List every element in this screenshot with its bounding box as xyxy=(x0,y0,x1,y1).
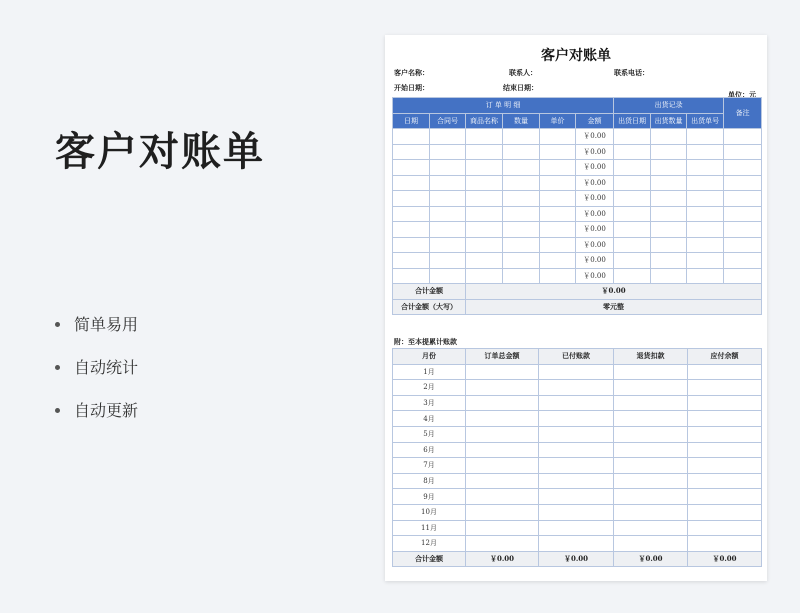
table-cell xyxy=(539,473,614,489)
table-cell xyxy=(614,160,651,176)
column-header: 日期 xyxy=(393,113,430,129)
table-cell xyxy=(466,222,503,238)
table-cell xyxy=(503,222,540,238)
table-cell xyxy=(688,536,762,552)
table-cell xyxy=(466,268,503,284)
table-cell xyxy=(503,253,540,269)
table-cell xyxy=(466,442,539,458)
feature-label: 自动更新 xyxy=(74,401,139,420)
table-cell xyxy=(651,191,687,207)
table-cell xyxy=(539,364,614,380)
table-cell xyxy=(540,191,576,207)
table-cell xyxy=(614,175,651,191)
table-cell xyxy=(688,426,762,442)
month-cell: 4月 xyxy=(393,411,466,427)
table-cell xyxy=(687,253,724,269)
hero-title: 客户对账单 xyxy=(55,129,265,175)
table-cell xyxy=(466,364,539,380)
table-cell xyxy=(540,144,576,160)
column-header: 单价 xyxy=(540,113,576,129)
table-cell xyxy=(614,395,688,411)
table-cell xyxy=(614,206,651,222)
table-cell xyxy=(503,237,540,253)
table-cell xyxy=(614,253,651,269)
table-cell xyxy=(688,442,762,458)
table-cell xyxy=(614,191,651,207)
amount-cell: ￥0.00 xyxy=(576,237,614,253)
table-row xyxy=(393,489,762,505)
table-cell xyxy=(687,191,724,207)
table-cell xyxy=(614,458,688,474)
table-cell xyxy=(503,160,540,176)
table-cell xyxy=(466,191,503,207)
table-cell xyxy=(393,175,430,191)
table-cell xyxy=(688,380,762,396)
month-cell: 3月 xyxy=(393,395,466,411)
total-row xyxy=(393,284,762,300)
contact-label: 联系人： xyxy=(509,68,537,77)
column-header: 应付余额 xyxy=(688,349,762,365)
month-cell: 12月 xyxy=(393,536,466,552)
amount-cell: ￥0.00 xyxy=(576,129,614,145)
column-header: 已付账款 xyxy=(539,349,614,365)
table-cell xyxy=(724,160,762,176)
amount-cell: ￥0.00 xyxy=(576,144,614,160)
table-cell xyxy=(430,144,466,160)
column-header: 合同号 xyxy=(430,113,466,129)
bullet-icon xyxy=(55,408,60,413)
amount-cell: ￥0.00 xyxy=(576,191,614,207)
table-cell xyxy=(614,473,688,489)
table-cell xyxy=(614,129,651,145)
table-cell xyxy=(614,489,688,505)
table-cell xyxy=(540,129,576,145)
table-row xyxy=(393,222,762,238)
column-header: 订单总金额 xyxy=(466,349,539,365)
table-cell xyxy=(466,473,539,489)
month-cell: 2月 xyxy=(393,380,466,396)
table-cell xyxy=(687,129,724,145)
table-cell xyxy=(688,411,762,427)
table-cell xyxy=(393,144,430,160)
table-cell xyxy=(539,380,614,396)
table-cell xyxy=(466,253,503,269)
table-cell xyxy=(539,442,614,458)
table-cell xyxy=(724,268,762,284)
table-cell xyxy=(688,504,762,520)
table-cell xyxy=(688,489,762,505)
bullet-icon xyxy=(55,365,60,370)
table-cell xyxy=(687,237,724,253)
table-cell xyxy=(430,160,466,176)
table-cell xyxy=(540,253,576,269)
table-cell xyxy=(724,253,762,269)
table-cell xyxy=(651,237,687,253)
table-cell xyxy=(430,237,466,253)
table-cell xyxy=(614,268,651,284)
table-cell xyxy=(651,175,687,191)
table-cell xyxy=(393,129,430,145)
table-cell xyxy=(503,191,540,207)
table-cell xyxy=(724,144,762,160)
table-cell xyxy=(614,237,651,253)
amount-cell: ￥0.00 xyxy=(576,222,614,238)
table-cell xyxy=(466,175,503,191)
table-cell xyxy=(724,191,762,207)
month-cell: 10月 xyxy=(393,504,466,520)
total-upper-value: 零元整 xyxy=(466,299,762,315)
table-row xyxy=(393,442,762,458)
table-cell xyxy=(393,253,430,269)
table-cell xyxy=(688,395,762,411)
table-cell xyxy=(430,253,466,269)
table-cell xyxy=(466,129,503,145)
table-row xyxy=(393,268,762,284)
table-cell xyxy=(503,206,540,222)
unit-label: 单位：元 xyxy=(728,90,756,99)
table-cell xyxy=(688,458,762,474)
column-header: 月份 xyxy=(393,349,466,365)
amount-cell: ￥0.00 xyxy=(576,253,614,269)
table-cell xyxy=(688,520,762,536)
table-cell xyxy=(430,191,466,207)
table-row xyxy=(393,395,762,411)
total-upper-row xyxy=(393,299,762,315)
table-cell xyxy=(614,520,688,536)
table-cell xyxy=(466,489,539,505)
table-cell xyxy=(430,129,466,145)
total-value: ￥0.00 xyxy=(466,284,762,300)
table-cell xyxy=(614,411,688,427)
column-header: 出货数量 xyxy=(651,113,687,129)
end-date-label: 结束日期： xyxy=(503,83,538,92)
table-cell xyxy=(651,144,687,160)
table-cell xyxy=(614,380,688,396)
amount-cell: ￥0.00 xyxy=(576,206,614,222)
table-row xyxy=(393,504,762,520)
feature-list xyxy=(55,312,138,441)
table-cell xyxy=(393,237,430,253)
start-date-label: 开始日期： xyxy=(394,83,429,92)
table-row xyxy=(393,411,762,427)
table-cell xyxy=(651,206,687,222)
column-header: 出货单号 xyxy=(687,113,724,129)
table-cell xyxy=(614,364,688,380)
table-row xyxy=(393,129,762,145)
remark-header: 备注 xyxy=(724,98,762,129)
table-cell xyxy=(687,206,724,222)
table-cell xyxy=(614,536,688,552)
order-table xyxy=(392,97,762,315)
table-cell xyxy=(393,222,430,238)
feature-label: 自动统计 xyxy=(74,358,139,377)
attachment-title: 附：至本提累计账款 xyxy=(394,337,457,346)
table-cell xyxy=(651,253,687,269)
table-cell xyxy=(503,268,540,284)
table-row xyxy=(393,206,762,222)
table-cell xyxy=(466,520,539,536)
table-cell xyxy=(466,411,539,427)
table-cell xyxy=(724,129,762,145)
table-cell xyxy=(539,426,614,442)
table-cell xyxy=(540,268,576,284)
table-cell xyxy=(614,442,688,458)
table-row xyxy=(393,426,762,442)
month-cell: 8月 xyxy=(393,473,466,489)
table-cell xyxy=(539,489,614,505)
table-cell xyxy=(539,411,614,427)
total-value: ￥0.00 xyxy=(466,551,539,567)
table-cell xyxy=(430,268,466,284)
table-cell xyxy=(651,129,687,145)
table-row xyxy=(393,175,762,191)
total-label: 合计金额 xyxy=(393,551,466,567)
column-header: 数量 xyxy=(503,113,540,129)
table-cell xyxy=(466,380,539,396)
month-cell: 7月 xyxy=(393,458,466,474)
table-cell xyxy=(539,458,614,474)
phone-label: 联系电话： xyxy=(614,68,649,77)
table-cell xyxy=(466,237,503,253)
table-cell xyxy=(614,504,688,520)
statement-sheet xyxy=(385,35,767,581)
column-header: 退货扣款 xyxy=(614,349,688,365)
column-header: 出货日期 xyxy=(614,113,651,129)
table-cell xyxy=(651,222,687,238)
table-cell xyxy=(466,504,539,520)
amount-cell: ￥0.00 xyxy=(576,175,614,191)
table-cell xyxy=(540,222,576,238)
table-cell xyxy=(539,520,614,536)
document-title: 客户对账单 xyxy=(541,48,611,64)
table-cell xyxy=(688,364,762,380)
total-row xyxy=(393,551,762,567)
table-cell xyxy=(539,536,614,552)
table-cell xyxy=(724,206,762,222)
table-cell xyxy=(466,144,503,160)
month-cell: 11月 xyxy=(393,520,466,536)
table-cell xyxy=(466,160,503,176)
column-header: 金额 xyxy=(576,113,614,129)
total-value: ￥0.00 xyxy=(688,551,762,567)
table-cell xyxy=(430,222,466,238)
table-cell xyxy=(651,160,687,176)
feature-item xyxy=(55,398,138,441)
feature-item xyxy=(55,312,138,355)
table-row xyxy=(393,364,762,380)
feature-item xyxy=(55,355,138,398)
month-cell: 1月 xyxy=(393,364,466,380)
amount-cell: ￥0.00 xyxy=(576,268,614,284)
table-cell xyxy=(688,473,762,489)
customer-name-label: 客户名称： xyxy=(394,68,429,77)
table-row xyxy=(393,191,762,207)
column-header: 商品名称 xyxy=(466,113,503,129)
month-cell: 9月 xyxy=(393,489,466,505)
total-label: 合计金额 xyxy=(393,284,466,300)
table-cell xyxy=(430,175,466,191)
table-cell xyxy=(687,268,724,284)
table-row xyxy=(393,473,762,489)
month-cell: 5月 xyxy=(393,426,466,442)
table-cell xyxy=(393,160,430,176)
table-cell xyxy=(614,144,651,160)
table-row xyxy=(393,536,762,552)
table-cell xyxy=(393,268,430,284)
table-cell xyxy=(687,175,724,191)
total-value: ￥0.00 xyxy=(539,551,614,567)
table-cell xyxy=(539,504,614,520)
table-cell xyxy=(466,458,539,474)
table-row xyxy=(393,253,762,269)
table-cell xyxy=(393,191,430,207)
table-cell xyxy=(540,237,576,253)
table-cell xyxy=(393,206,430,222)
feature-label: 简单易用 xyxy=(74,315,139,334)
table-cell xyxy=(724,222,762,238)
table-cell xyxy=(540,175,576,191)
table-cell xyxy=(466,426,539,442)
delivery-record-header: 出货记录 xyxy=(614,98,724,114)
table-cell xyxy=(614,222,651,238)
table-row xyxy=(393,380,762,396)
table-row xyxy=(393,160,762,176)
table-cell xyxy=(466,395,539,411)
table-cell xyxy=(466,206,503,222)
table-cell xyxy=(503,175,540,191)
table-cell xyxy=(503,144,540,160)
table-cell xyxy=(687,144,724,160)
table-cell xyxy=(540,160,576,176)
table-cell xyxy=(724,237,762,253)
month-cell: 6月 xyxy=(393,442,466,458)
summary-table xyxy=(392,348,762,567)
table-row xyxy=(393,237,762,253)
table-cell xyxy=(651,268,687,284)
table-cell xyxy=(687,160,724,176)
table-cell xyxy=(614,426,688,442)
total-value: ￥0.00 xyxy=(614,551,688,567)
table-cell xyxy=(430,206,466,222)
total-upper-label: 合计金额（大写） xyxy=(393,299,466,315)
table-cell xyxy=(503,129,540,145)
table-cell xyxy=(466,536,539,552)
table-row xyxy=(393,520,762,536)
table-cell xyxy=(540,206,576,222)
table-cell xyxy=(724,175,762,191)
order-detail-header: 订 单 明 细 xyxy=(393,98,614,114)
table-cell xyxy=(687,222,724,238)
table-cell xyxy=(539,395,614,411)
bullet-icon xyxy=(55,322,60,327)
amount-cell: ￥0.00 xyxy=(576,160,614,176)
table-row xyxy=(393,144,762,160)
table-row xyxy=(393,458,762,474)
